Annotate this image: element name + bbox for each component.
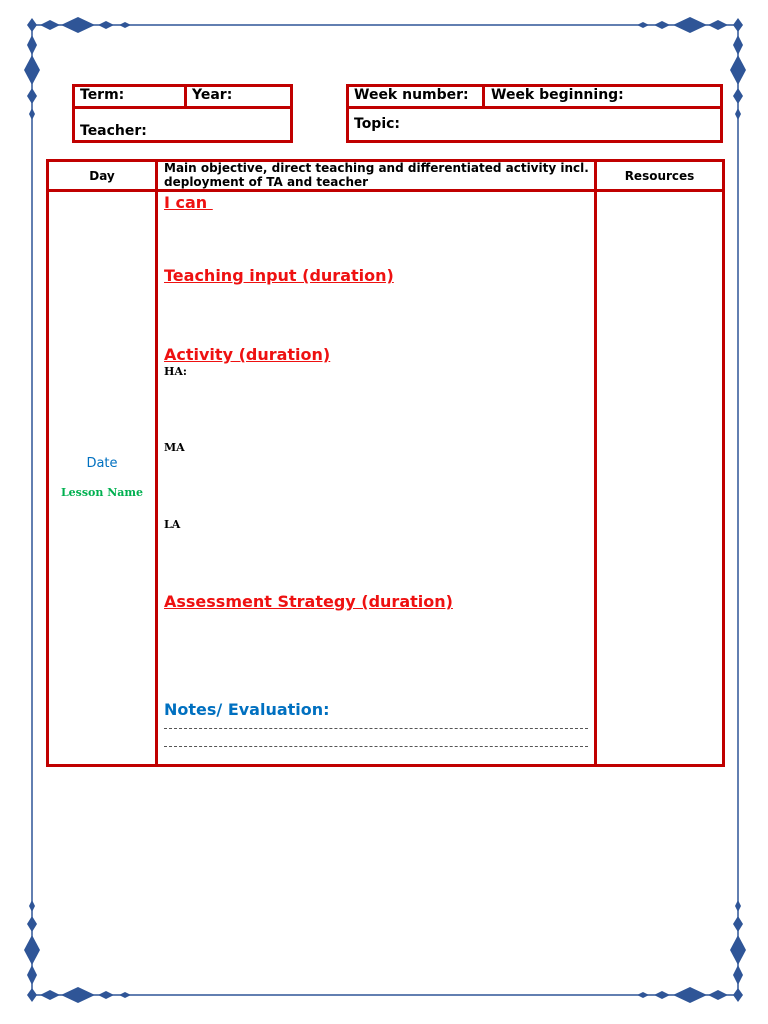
assessment-strategy-heading: Assessment Strategy (duration): [164, 592, 453, 611]
ha-label: HA:: [164, 365, 187, 378]
week-beginning-label: Week beginning:: [491, 87, 624, 103]
topic-label: Topic:: [354, 116, 401, 132]
week-number-divider: [482, 84, 485, 108]
la-label: LA: [164, 518, 181, 531]
week-number-label: Week number:: [354, 87, 469, 103]
teaching-input-heading: Teaching input (duration): [164, 266, 394, 285]
lesson-name-label: Lesson Name: [60, 486, 144, 499]
resources-column-header: Resources: [624, 169, 695, 183]
term-year-divider: [184, 84, 187, 108]
day-column-divider: [155, 159, 158, 767]
i-can-heading: I can: [164, 193, 213, 212]
term-label: Term:: [80, 87, 125, 103]
notes-dashed-line-1: [164, 728, 588, 729]
main-objective-column-header: Main objective, direct teaching and differentiated activity incl. deployment of TA and teacher: [164, 161, 589, 189]
notes-dashed-line-2: [164, 746, 588, 747]
week-box-divider: [346, 106, 723, 109]
resources-column-divider: [594, 159, 597, 767]
table-header-divider: [46, 189, 725, 192]
notes-evaluation-heading: Notes/ Evaluation:: [164, 700, 330, 719]
ma-label: MA: [164, 441, 185, 454]
term-box-divider: [72, 106, 293, 109]
year-label: Year:: [192, 87, 233, 103]
activity-heading: Activity (duration): [164, 345, 331, 364]
teacher-label: Teacher:: [80, 123, 147, 139]
day-column-header: Day: [89, 169, 115, 183]
date-label: Date: [86, 456, 118, 471]
